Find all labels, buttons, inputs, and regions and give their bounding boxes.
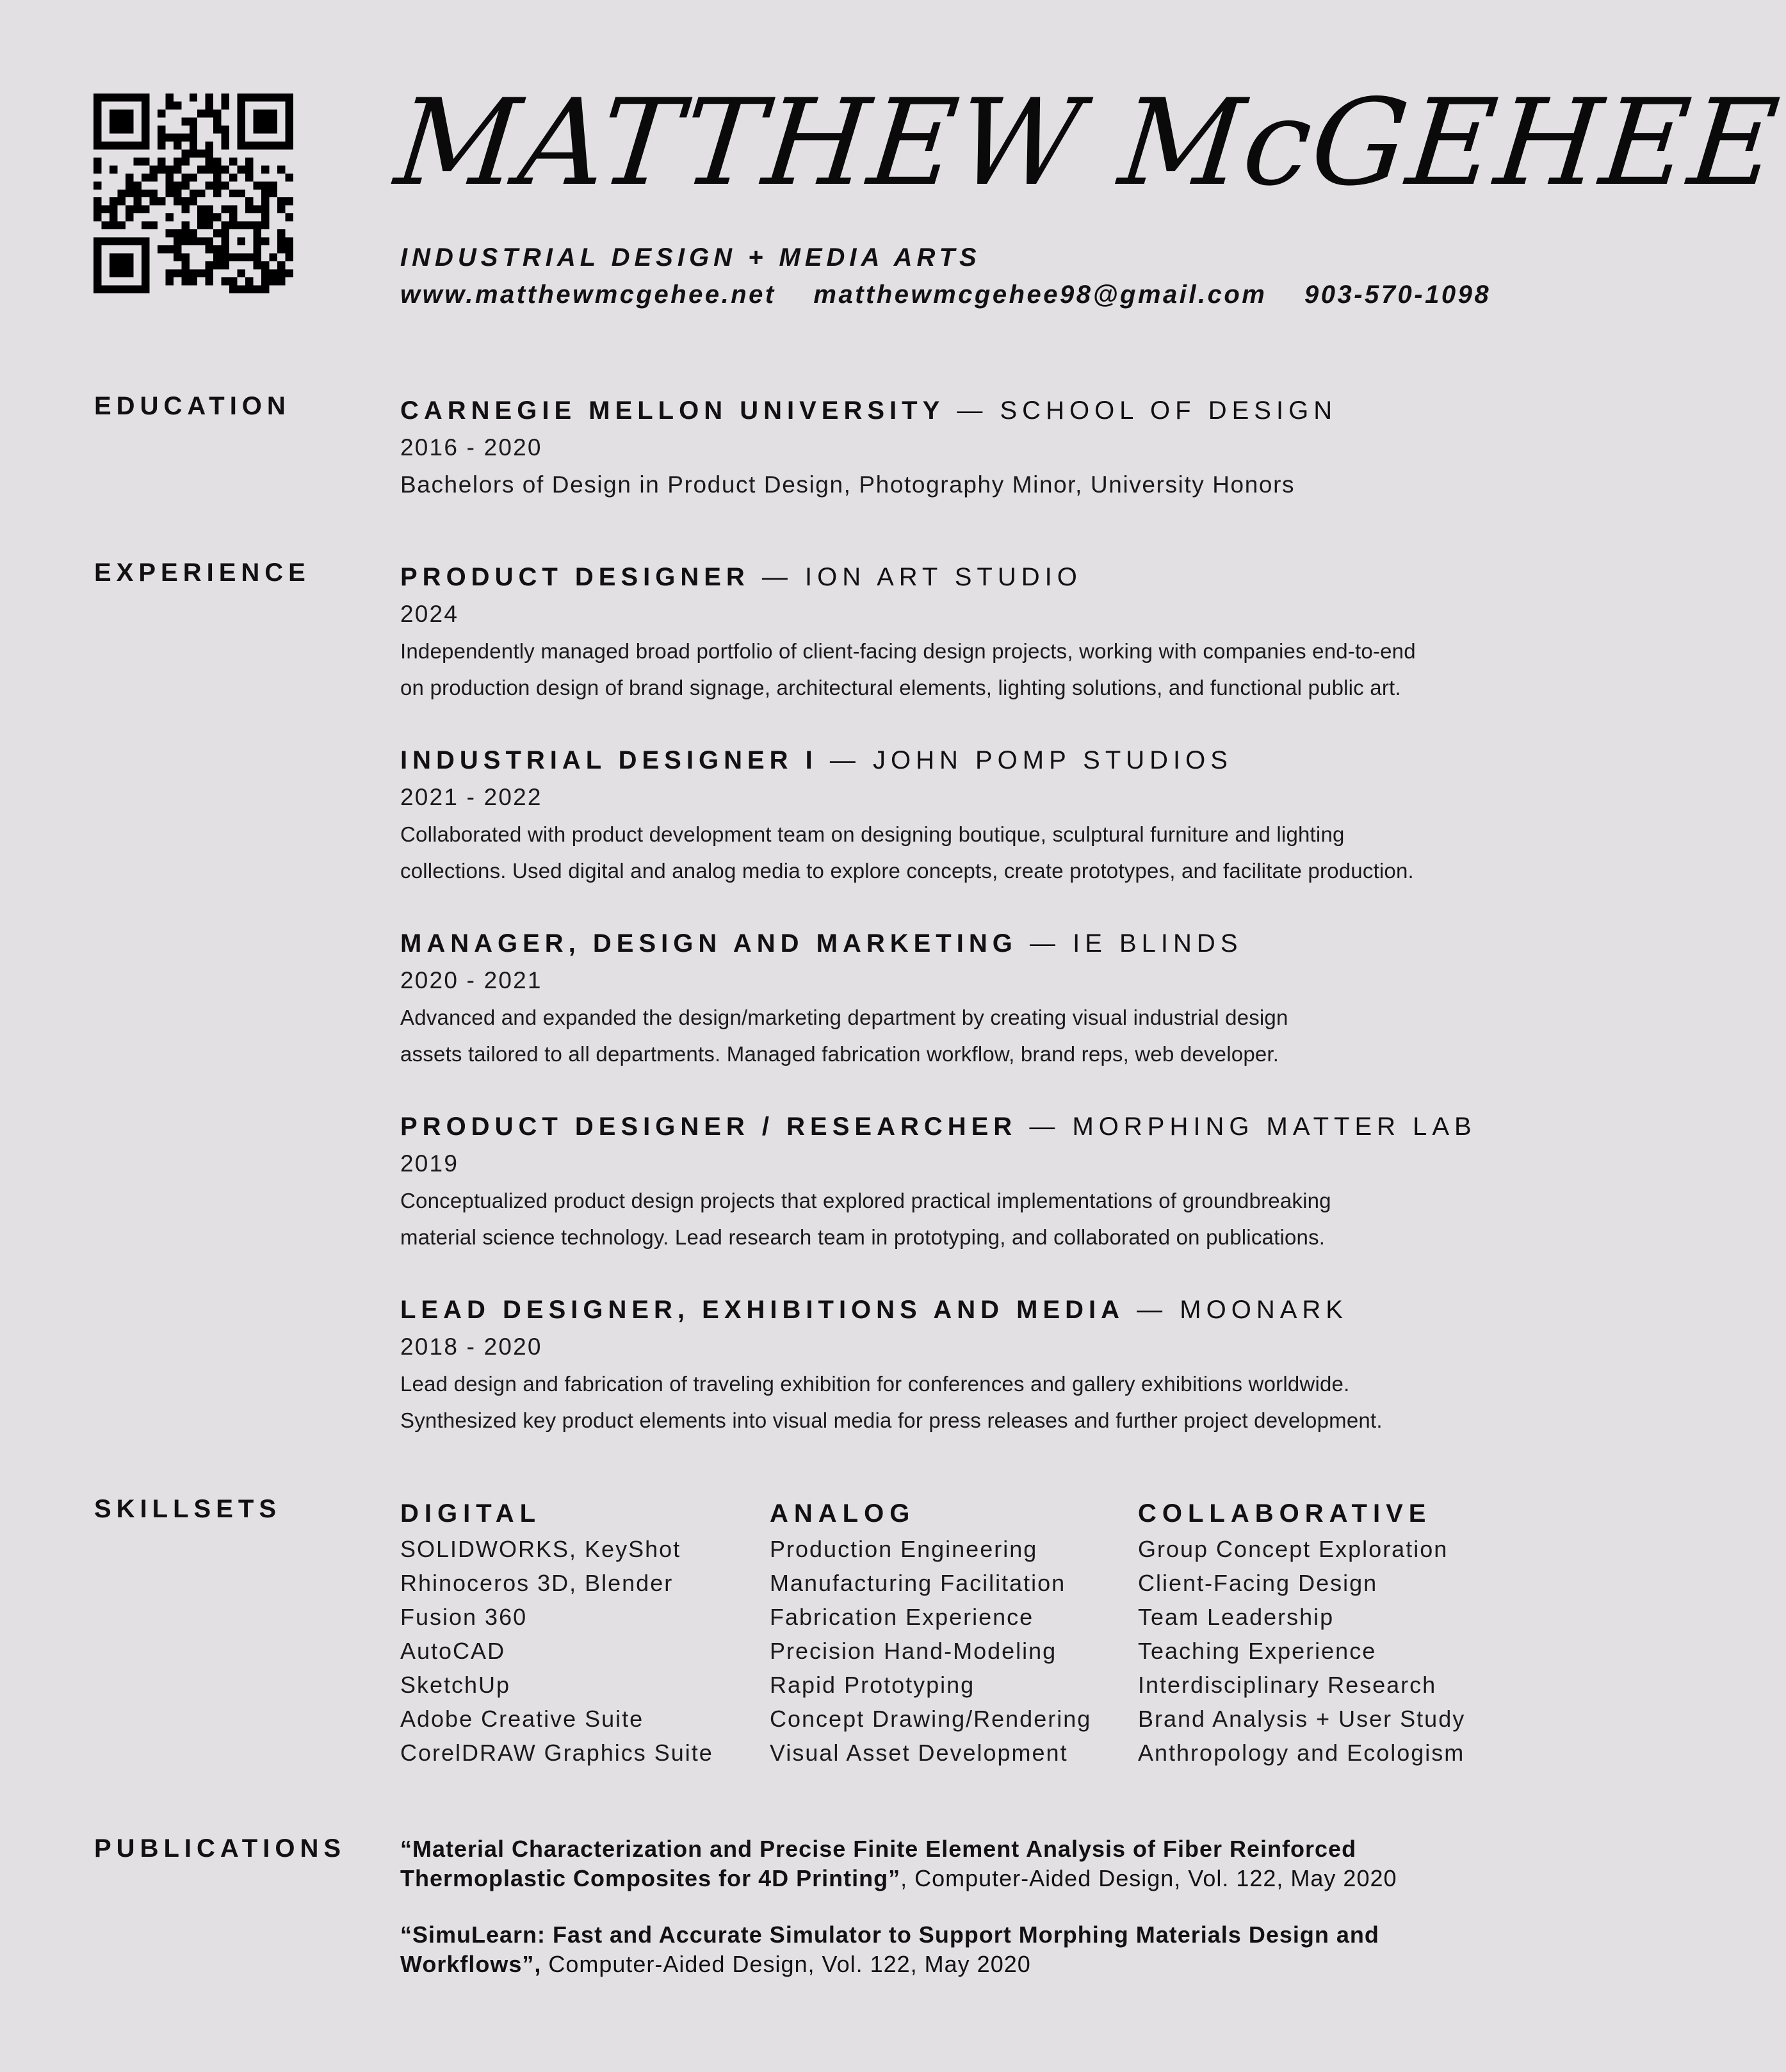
- job-description-line: collections. Used digital and analog media to explore concepts, create prototypes, and facilitate production.: [400, 859, 1414, 883]
- job-description: [400, 633, 1553, 706]
- job-org: JOHN POMP STUDIOS: [872, 746, 1233, 774]
- skill-column-title: DIGITAL: [400, 1499, 542, 1528]
- education-entry: [400, 392, 1527, 503]
- experience-item: MANAGER, DESIGN AND MARKETING — IE BLINDS 2020 - 2021 Advanced and expanded the design/marketing department by creating visual industrial design assets tailored to all departments. Managed fabrication workflow, brand reps, web developer.: [400, 925, 1553, 1072]
- skill-item: Group Concept Exploration: [1138, 1536, 1449, 1562]
- school-separator: —: [945, 396, 1000, 425]
- skill-column-digital: [400, 1495, 759, 1770]
- job-description-line: Synthesized key product elements into visual media for press releases and further project development.: [400, 1408, 1383, 1432]
- skill-item: Team Leadership: [1138, 1604, 1335, 1630]
- skill-item: Rapid Prototyping: [770, 1672, 975, 1698]
- job-years: 2018 - 2020: [400, 1334, 542, 1360]
- job-description-line: Independently managed broad portfolio of client-facing design projects, working with companies end-to-end: [400, 639, 1416, 663]
- skill-item: Fusion 360: [400, 1604, 528, 1630]
- job-description: [400, 1182, 1553, 1255]
- experience-item: PRODUCT DESIGNER — ION ART STUDIO 2024 Independently managed broad portfolio of client-facing design projects, working with companies end-to-end on production design of brand signage, architectural elements, lighting solutions, and functional public art.: [400, 559, 1553, 706]
- job-title: MANAGER, DESIGN AND MARKETING: [400, 929, 1018, 958]
- job-years: 2020 - 2021: [400, 967, 542, 993]
- skill-column-collaborative: [1138, 1495, 1497, 1770]
- website-link[interactable]: www.matthewmcgehee.net: [400, 281, 776, 309]
- name-title: MATTHEW McGEHEE: [389, 73, 1786, 212]
- skill-item: Production Engineering: [770, 1536, 1038, 1562]
- skill-item: Precision Hand-Modeling: [770, 1638, 1057, 1664]
- skill-item: Teaching Experience: [1138, 1638, 1377, 1664]
- publication-title-line: Thermoplastic Composites for 4D Printing”: [400, 1865, 901, 1891]
- skill-item: Adobe Creative Suite: [400, 1706, 644, 1732]
- job-description: [400, 816, 1553, 889]
- qr-code-icon: [93, 94, 293, 293]
- skill-item: Concept Drawing/Rendering: [770, 1706, 1092, 1732]
- job-title: PRODUCT DESIGNER: [400, 563, 750, 591]
- skill-item: Client-Facing Design: [1138, 1570, 1378, 1596]
- skill-item: Visual Asset Development: [770, 1740, 1068, 1766]
- section-label-publications: PUBLICATIONS: [94, 1834, 346, 1863]
- job-title: LEAD DESIGNER, EXHIBITIONS AND MEDIA: [400, 1296, 1125, 1324]
- job-description-line: material science technology. Lead research team in prototyping, and collaborated on publications.: [400, 1225, 1326, 1249]
- job-description-line: on production design of brand signage, architectural elements, lighting solutions, and functional public art.: [400, 676, 1401, 699]
- publication-citation: Computer-Aided Design, Vol. 122, May 2020: [541, 1951, 1031, 1977]
- school-department: SCHOOL OF DESIGN: [1000, 396, 1338, 425]
- experience-item: INDUSTRIAL DESIGNER I — JOHN POMP STUDIOS 2021 - 2022 Collaborated with product development team on designing boutique, sculptural furniture and lighting collections. Used digital and analog media to explore concepts, create prototypes, and facilitate production.: [400, 742, 1553, 889]
- skill-item: Rhinoceros 3D, Blender: [400, 1570, 674, 1596]
- school-name: CARNEGIE MELLON UNIVERSITY: [400, 396, 945, 425]
- skill-item: AutoCAD: [400, 1638, 506, 1664]
- skill-item: Interdisciplinary Research: [1138, 1672, 1437, 1698]
- education-degree: Bachelors of Design in Product Design, Photography Minor, University Honors: [400, 471, 1295, 498]
- job-org: ION ART STUDIO: [805, 563, 1082, 591]
- skill-item: SketchUp: [400, 1672, 511, 1698]
- contact-line: [400, 281, 1491, 309]
- education-years: 2016 - 2020: [400, 434, 542, 461]
- skill-item: SOLIDWORKS, KeyShot: [400, 1536, 681, 1562]
- email-link[interactable]: matthewmcgehee98@gmail.com: [813, 281, 1267, 309]
- phone-number: 903-570-1098: [1304, 281, 1491, 309]
- job-description: [400, 1366, 1553, 1439]
- subtitle: INDUSTRIAL DESIGN + MEDIA ARTS: [400, 243, 981, 272]
- skill-item: CorelDRAW Graphics Suite: [400, 1740, 713, 1766]
- experience-item: PRODUCT DESIGNER / RESEARCHER — MORPHING MATTER LAB 2019 Conceptualized product design projects that explored practical implementations of groundbreaking material science technology. Lead research team in prototyping, and collaborated on publications.: [400, 1108, 1553, 1255]
- job-description-line: Collaborated with product development team on designing boutique, sculptural furniture and lighting: [400, 822, 1345, 846]
- skill-item: Brand Analysis + User Study: [1138, 1706, 1466, 1732]
- job-description-line: Conceptualized product design projects that explored practical implementations of groundbreaking: [400, 1189, 1331, 1212]
- job-title: INDUSTRIAL DESIGNER I: [400, 746, 818, 774]
- job-title: PRODUCT DESIGNER / RESEARCHER: [400, 1113, 1018, 1141]
- job-org: IE BLINDS: [1073, 929, 1243, 958]
- section-label-education: EDUCATION: [94, 392, 291, 420]
- section-label-experience: EXPERIENCE: [94, 559, 311, 587]
- job-org: MORPHING MATTER LAB: [1072, 1113, 1477, 1141]
- education-heading: [400, 392, 1527, 429]
- skill-column-title: ANALOG: [770, 1499, 916, 1528]
- experience-item: LEAD DESIGNER, EXHIBITIONS AND MEDIA — MOONARK 2018 - 2020 Lead design and fabrication of traveling exhibition for conferences and gallery exhibitions worldwide. Synthesized key product elements into visual media for press releases and further project development.: [400, 1291, 1553, 1439]
- publication-title-line: “SimuLearn: Fast and Accurate Simulator to Support Morphing Materials Design and: [400, 1921, 1379, 1948]
- job-years: 2024: [400, 601, 459, 627]
- job-years: 2021 - 2022: [400, 784, 542, 810]
- publication-citation: , Computer-Aided Design, Vol. 122, May 2020: [900, 1865, 1397, 1891]
- job-years: 2019: [400, 1150, 459, 1177]
- publication-title-line: Workflows”,: [400, 1951, 542, 1977]
- skill-item: Manufacturing Facilitation: [770, 1570, 1066, 1596]
- skill-item: Fabrication Experience: [770, 1604, 1034, 1630]
- job-org: MOONARK: [1180, 1296, 1348, 1324]
- skill-item: Anthropology and Ecologism: [1138, 1740, 1465, 1766]
- publication-item: [400, 1834, 1553, 1893]
- job-description-line: Lead design and fabrication of traveling exhibition for conferences and gallery exhibitions worldwide.: [400, 1372, 1350, 1396]
- publication-title-line: “Material Characterization and Precise Finite Element Analysis of Fiber Reinforced: [400, 1836, 1357, 1862]
- skill-column-title: COLLABORATIVE: [1138, 1499, 1432, 1528]
- section-label-skillsets: SKILLSETS: [94, 1495, 282, 1523]
- job-description-line: Advanced and expanded the design/marketing department by creating visual industrial design: [400, 1006, 1288, 1029]
- skill-column-analog: [770, 1495, 1128, 1770]
- publication-item: [400, 1920, 1553, 1979]
- job-description-line: assets tailored to all departments. Managed fabrication workflow, brand reps, web developer.: [400, 1042, 1279, 1066]
- job-description: [400, 999, 1553, 1072]
